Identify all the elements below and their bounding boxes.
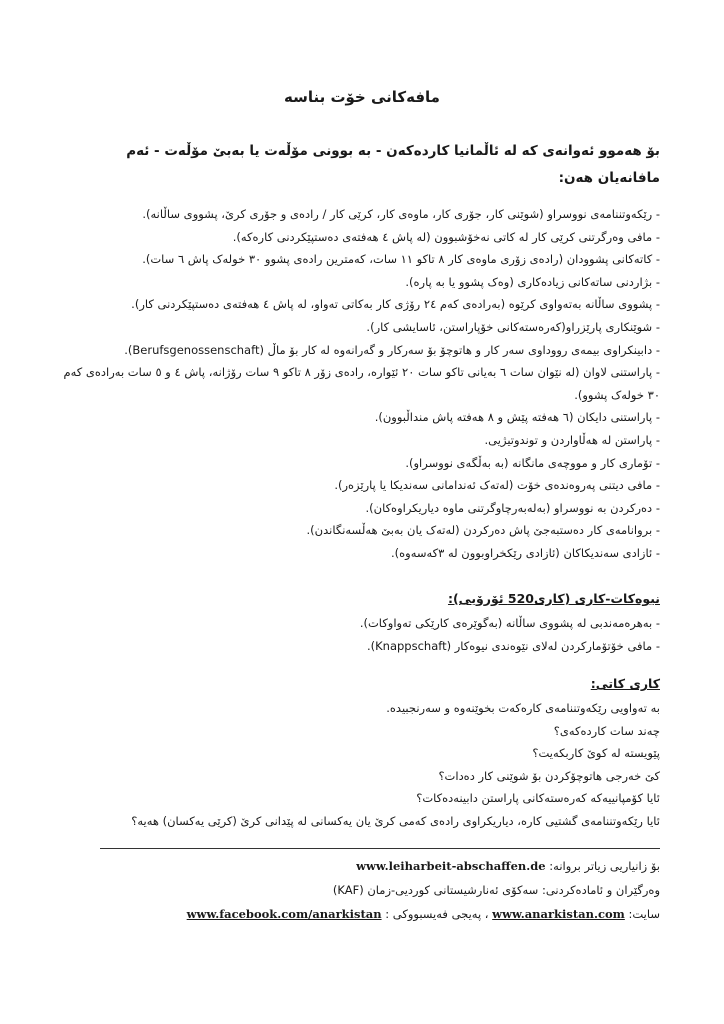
temp-work-item: ئایا رێکەوتننامەی گشتیی کارە، دیاریکراوی رادەی کەمی کرێ یان یەکسانی لە پێدانی کرێ (کرێی یەکسان) هەیە؟ [131, 813, 660, 828]
rights-item: - بروانامەی کار دەستبەجێ پاش دەرکردن (لەتەک یان بەبێ هەڵسەنگاندن). [306, 523, 660, 538]
temp-work-item: کێ خەرجی هاتوچۆکردن بۆ شوێنی کار دەدات؟ [438, 768, 660, 783]
document-title: مافەکانی خۆت بناسە [284, 88, 440, 106]
mini-job-heading: نیوەکات-کاری (کاری520 ئۆرۆیی): [447, 591, 660, 606]
site-line [60, 902, 660, 926]
translation-credit: وەرگێران و ئامادەکردنی: سەکۆی ئەنارشیستانی کوردیی-زمان (KAF) [332, 883, 660, 897]
temp-work-heading: کاری کاتی: [590, 676, 660, 691]
rights-item: - مافی دیتنی پەروەندەی خۆت (لەتەک ئەندامانی سەندیکا یا پارێزەر). [334, 478, 660, 493]
mini-job-item: - بەهرەمەندبی لە پشووی ساڵانە (بەگوێرەی کارێکی تەواوکات). [359, 616, 660, 630]
footer [60, 854, 660, 926]
temp-work-item: پێویستە لە کوێ کاربکەیت؟ [532, 746, 660, 761]
rights-item: - تۆماری کار و مووچەی مانگانە (بە بەڵگەی نووسراو). [405, 455, 660, 470]
more-info-line [60, 854, 660, 878]
rights-item: - مافی وەرگرتنی کرێی کار لە کاتی نەخۆشبوون (لە پاش ٤ هەفتەی دەستپێکردنی کارەکە). [232, 229, 660, 244]
rights-item: - شوێنکاری پارێزراو(کەرەستەکانی خۆپاراستن، ئاسایشی کار). [366, 319, 660, 334]
rights-item: - کاتەکانی پشوودان (رادەی زۆری ماوەی کار ٨ تاکو ١١ سات، کەمترین رادەی پشوو ٣٠ خولەک پاش ٦ سات). [142, 252, 660, 267]
footer-divider [100, 848, 660, 849]
more-info-link[interactable]: www.leiharbeit-abschaffen.de [356, 859, 546, 873]
temp-work-item: ئایا کۆمپانییەکە کەرەستەکانی پاراستن دابینەدەکات؟ [416, 791, 660, 806]
temp-work-list [50, 697, 660, 833]
temp-work-item: چەند سات کاردەکەی؟ [553, 723, 660, 738]
mini-job-item: - مافی خۆتۆمارکردن لەلای نێوەندی نیوەکار (Knappschaft). [366, 638, 660, 653]
document-subtitle: بۆ هەموو ئەوانەی کە لە ئاڵمانیا کاردەکەن - بە بوونی مۆڵەت یا بەبێ مۆڵەت - ئەم مافانەیان هەن: [126, 143, 660, 186]
rights-item: - بژاردنی ساتەکانی زیادەکاری (وەک پشوو یا بە پارە). [405, 274, 660, 289]
site-link[interactable]: www.anarkistan.com [492, 907, 625, 921]
facebook-link[interactable]: www.facebook.com/anarkistan [186, 907, 382, 921]
temp-work-item: بە تەواویی رێکەوتننامەی کارەکەت بخوێنەوە و سەرنجبیدە. [386, 701, 660, 715]
more-info-label: بۆ زانیاریی زیاتر بروانە: [549, 859, 660, 873]
rights-item: - دەرکردن بە نووسراو (بەلەبەرچاوگرتنی ماوە دیاریکراوەکان). [365, 500, 660, 515]
rights-item: - پاراستنی دایکان (٦ هەفتە پێش و ٨ هەفتە پاش منداڵبوون). [374, 410, 660, 425]
rights-item: - پشووی ساڵانە بەتەواوی کرێوە (بەرادەی کەم ٢٤ رۆژی کار بەکاتی تەواو، لە پاش ٤ هەفتەی دەستپێکردنی کار). [131, 297, 660, 312]
mini-job-list [50, 612, 660, 657]
rights-item: - پاراستنی لاوان (لە نێوان سات ٦ بەیانی تاکو سات ٢٠ ئێوارە، رادەی زۆر ٨ تاکو ٩ سات رۆژانە، پاش ٤ و ٥ سات بەرادەی کەم ٣٠ خولەک پشوو). [63, 365, 660, 402]
site-label: سایت: [628, 907, 660, 921]
rights-item: - رێکەوتننامەی نووسراو (شوێنی کار، جۆری کار، ماوەی کار، کرێی کار / رادەی و جۆری کرێ، پشووی ساڵانە). [142, 207, 660, 221]
rights-item: - ئازادی سەندیکاکان (ئازادی رێکخراوبوون لە ٣کەسەوە). [390, 545, 660, 560]
facebook-label: ، پەیجی فەیسبووکی : [385, 907, 489, 921]
rights-list [50, 203, 660, 565]
rights-item: - دابینکراوی بیمەی رووداوی سەر کار و هاتوچۆ بۆ سەرکار و گەرانەوە لە کار بۆ ماڵ (Berufsgenossenschaft). [124, 342, 660, 357]
rights-item: - پاراستن لە هەڵاواردن و توندوتیژیی. [484, 432, 660, 447]
